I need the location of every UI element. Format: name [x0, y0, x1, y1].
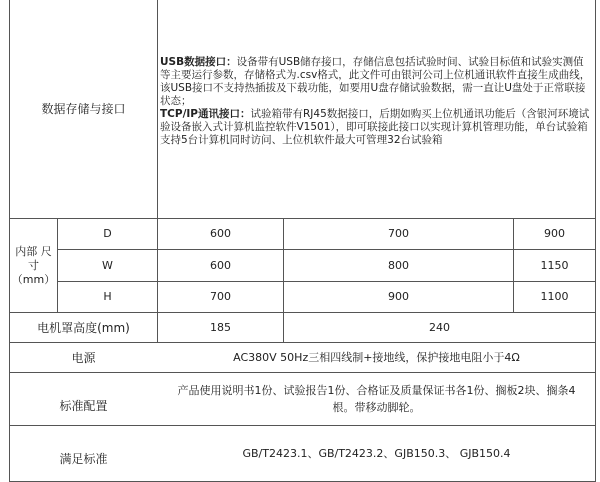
table-border-right: [595, 0, 596, 482]
dim-d-value-3: 900: [544, 227, 565, 240]
standards-label: 满足标准: [59, 451, 108, 466]
dim-h-value-3: 1100: [540, 290, 569, 303]
usb-title: USB数据接口：: [160, 56, 237, 68]
dim-w-label: W: [102, 258, 113, 272]
dim-h-value-1: 700: [210, 290, 231, 303]
dim-d-value-1: 600: [210, 227, 231, 240]
cabinet-height-value-1: 185: [210, 320, 231, 334]
dim-d-label: D: [103, 227, 112, 240]
tcp-text: 试验箱带有RJ45数据接口，后期如购买上位机通讯功能后（含银河环境试验设备嵌入式计算机监控软件V1501），即可联接此接口以实现计算机管理功能，单台试验箱支持5台计算机同时访问、上位机软件最大可管理32台试验箱: [160, 108, 590, 146]
storage-description: [160, 56, 592, 147]
storage-label: 数据存储与接口: [41, 102, 126, 116]
dim-w-value-3: 1150: [540, 258, 569, 272]
dim-w-value-2: 800: [388, 258, 409, 272]
config-label: 标准配置: [59, 399, 108, 413]
dim-h-label: H: [103, 290, 112, 303]
dim-d-value-2: 700: [388, 227, 409, 240]
standards-value: GB/T2423.1、GB/T2423.2、GJB150.3、 GJB150.4: [242, 446, 511, 460]
config-value: 产品使用说明书1份、试验报告1份、合格证及质量保证书各1份、搁板2块、搁条4根。带移动脚轮。: [177, 384, 576, 414]
inner-size-label: 内部 尺寸（mm）: [11, 244, 56, 286]
power-label: 电源: [71, 350, 96, 365]
power-value: AC380V 50Hz三相四线制+接地线，保护接地电阻小于4Ω: [233, 350, 520, 364]
cabinet-height-value-2: 240: [429, 320, 450, 334]
cabinet-height-label: 电机罩高度(mm): [37, 320, 130, 335]
dim-w-value-1: 600: [210, 258, 231, 272]
tcp-title: TCP/IP通讯接口：: [160, 108, 251, 120]
usb-text: 设备带有USB储存接口，存储信息包括试验时间、试验目标值和试验实测值等主要运行参数，存储格式为.csv格式，此文件可由银河公司上位机通讯软件直接生成曲线，该USB接口不支持热插拔及下载功能，如要用U盘存储试验数据，需一直让U盘处于正常联接状态；: [160, 56, 591, 107]
dim-h-value-2: 900: [388, 290, 409, 303]
